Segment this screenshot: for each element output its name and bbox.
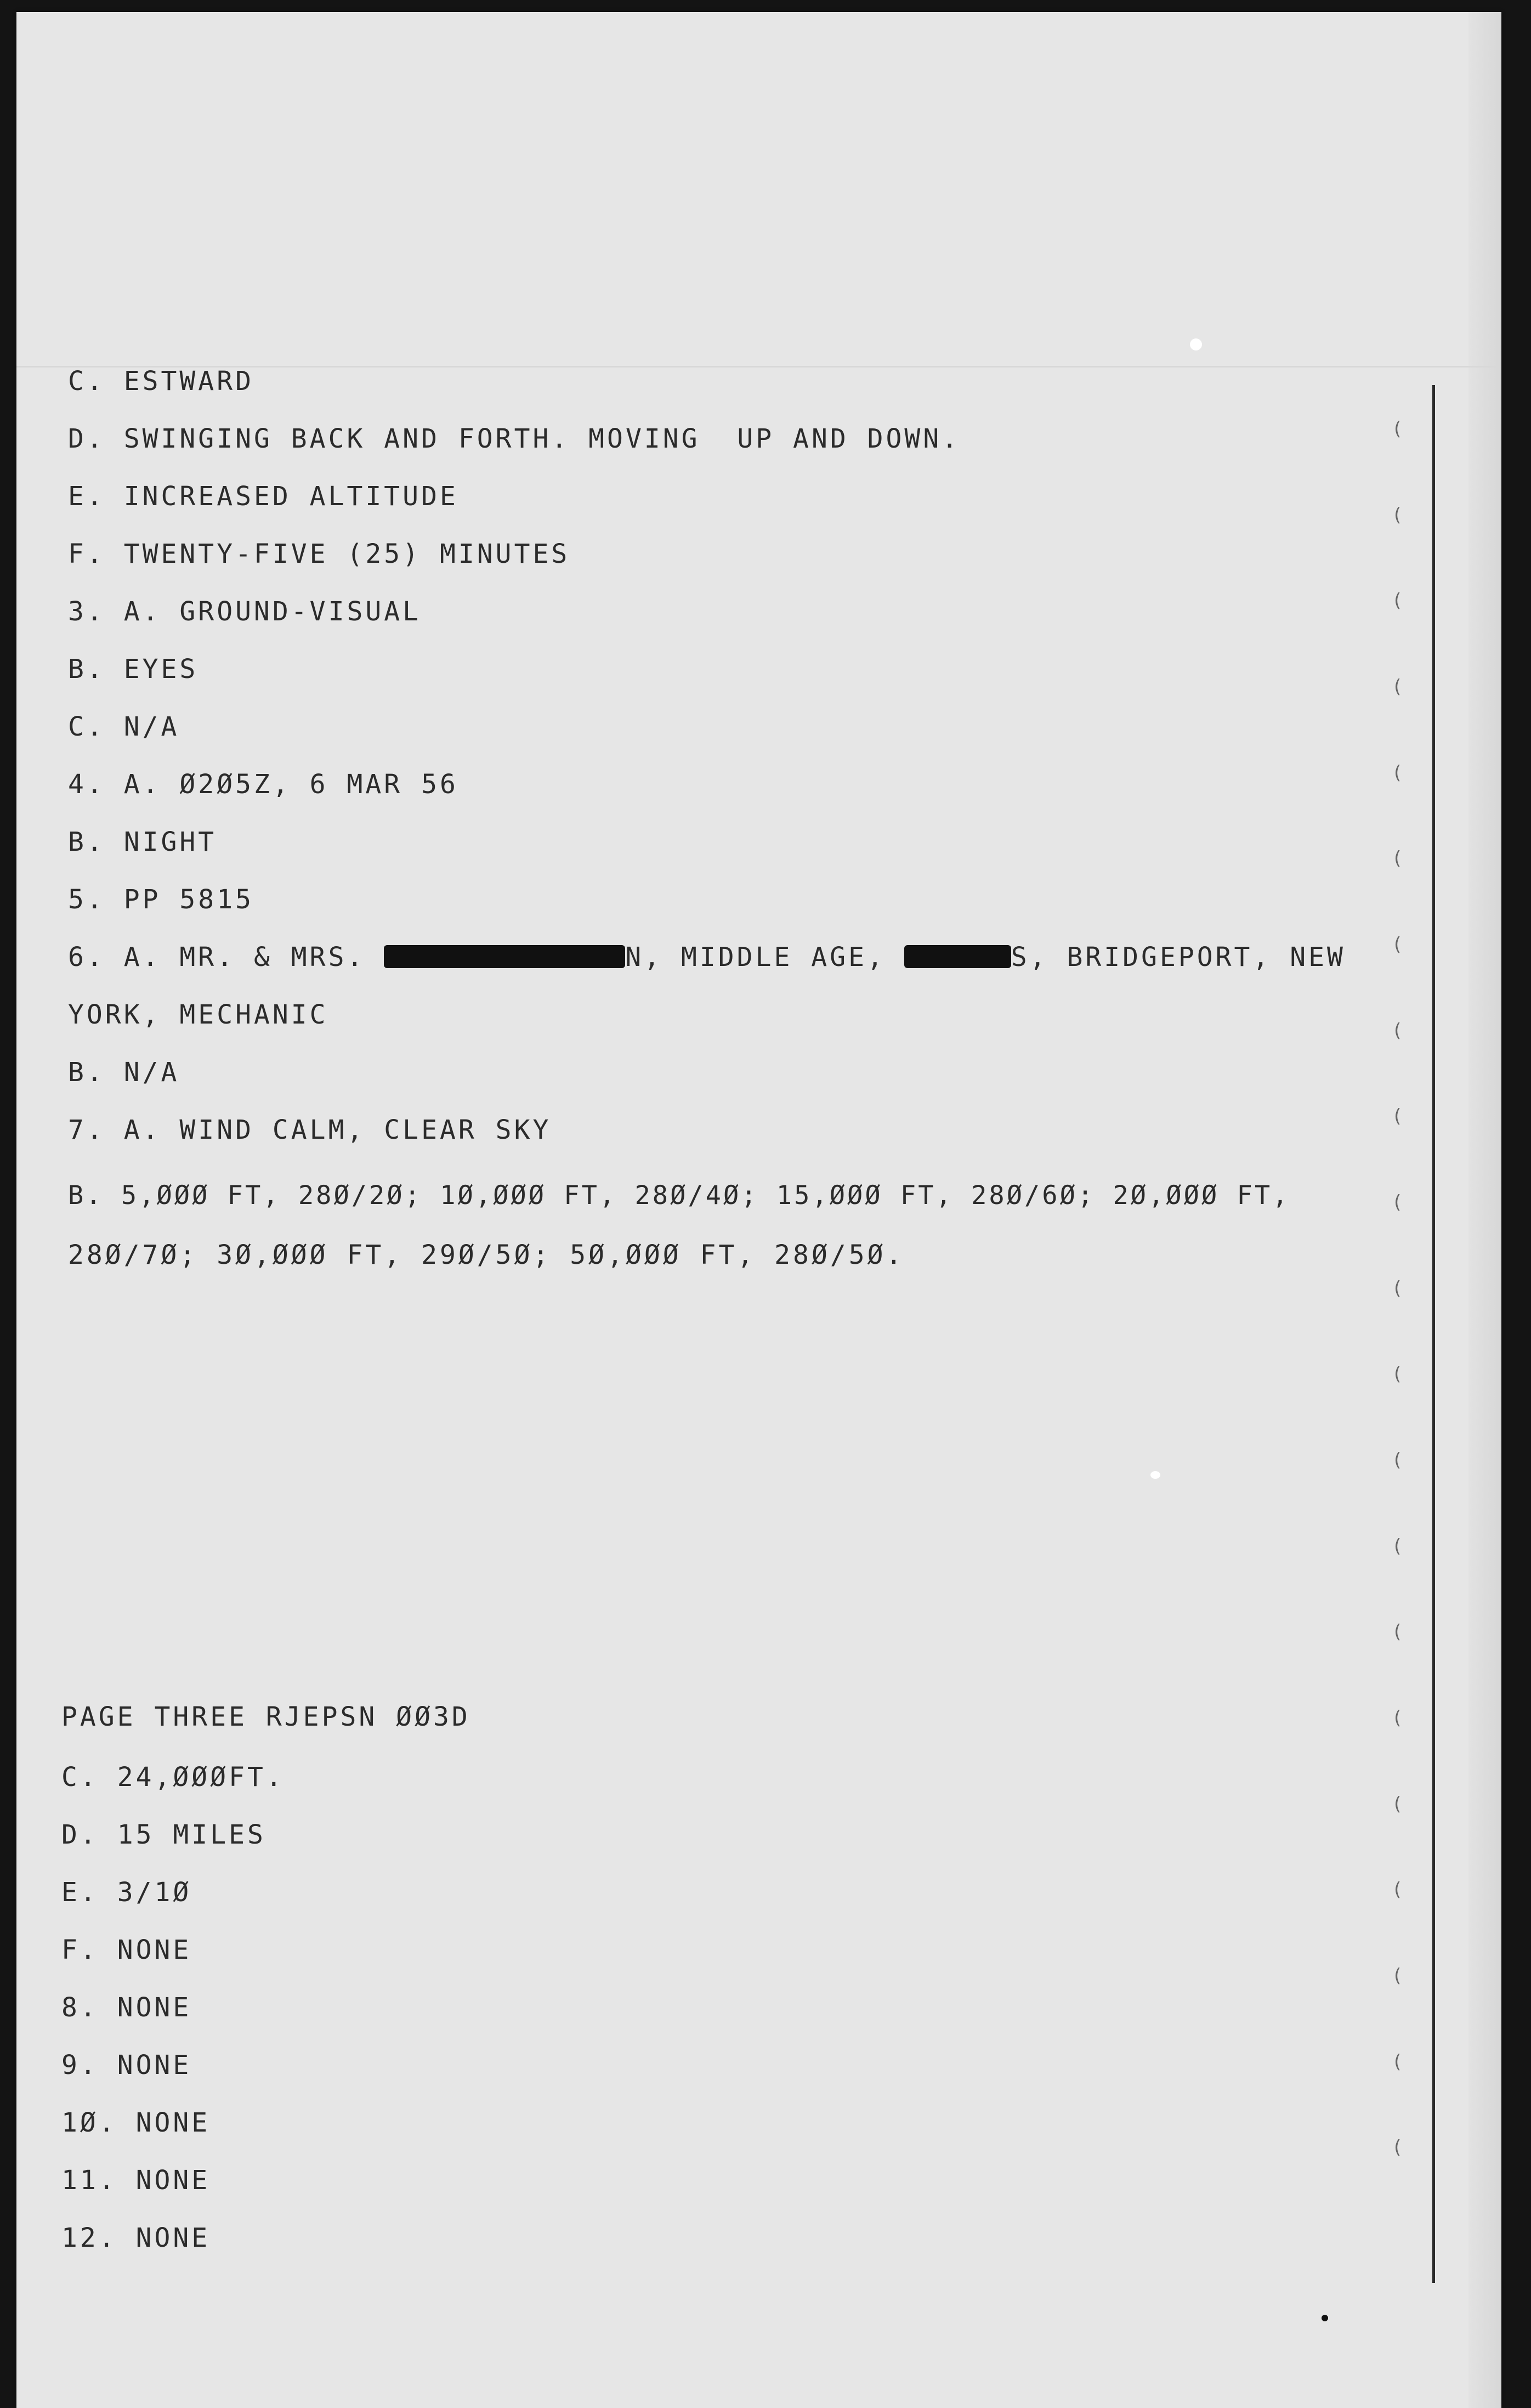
- paper-speck: [1150, 1471, 1160, 1479]
- line-e-altitude: E. INCREASED ALTITUDE: [68, 481, 458, 512]
- tick-mark: (: [1394, 1020, 1402, 1042]
- redaction-bar: [904, 945, 1011, 968]
- page-header: PAGE THREE RJEPSN ØØ3D: [61, 1702, 470, 1732]
- tick-mark: (: [1394, 1363, 1402, 1385]
- tick-mark: (: [1394, 1879, 1402, 1901]
- tick-mark: (: [1394, 418, 1402, 440]
- witness-suffix: , BRIDGEPORT, NEW: [1029, 942, 1346, 973]
- line-6a-continued: YORK, MECHANIC: [68, 999, 328, 1030]
- tick-mark: (: [1394, 762, 1402, 784]
- tick-mark: (: [1394, 1535, 1402, 1557]
- line-8: 8. NONE: [61, 1992, 192, 2023]
- line-3a-observation: 3. A. GROUND-VISUAL: [68, 596, 422, 627]
- witness-addr-tail: S: [1011, 942, 1030, 973]
- tick-mark: (: [1394, 847, 1402, 869]
- line-5-location: 5. PP 5815: [68, 884, 254, 915]
- tick-mark: (: [1394, 2051, 1402, 2073]
- line-6a-witness: [68, 942, 1346, 973]
- line-4a-datetime: 4. A. Ø2Ø5Z, 6 MAR 56: [68, 769, 458, 800]
- tick-mark: (: [1394, 676, 1402, 698]
- line-4b-light: B. NIGHT: [68, 827, 217, 857]
- tick-mark: (: [1394, 934, 1402, 956]
- tick-mark: (: [1394, 1965, 1402, 1987]
- tick-mark: (: [1394, 504, 1402, 526]
- line-d-visibility: D. 15 MILES: [61, 1819, 266, 1850]
- line-10: 1Ø. NONE: [61, 2107, 211, 2138]
- tick-mark: (: [1394, 1449, 1402, 1471]
- line-3c: C. N/A: [68, 711, 180, 742]
- tick-mark: (: [1394, 1191, 1402, 1213]
- line-6b: B. N/A: [68, 1057, 180, 1088]
- witness-prefix: 6. A. MR. & MRS.: [68, 942, 384, 973]
- tick-mark: (: [1394, 1278, 1402, 1299]
- tick-mark: (: [1394, 2136, 1402, 2158]
- line-f: F. NONE: [61, 1935, 192, 1965]
- line-7a-weather: 7. A. WIND CALM, CLEAR SKY: [68, 1115, 552, 1145]
- tick-mark: (: [1394, 590, 1402, 612]
- tick-mark: (: [1394, 1707, 1402, 1729]
- redaction-bar: [384, 945, 625, 968]
- witness-name-tail: N: [625, 942, 644, 973]
- document-page: [16, 12, 1501, 2408]
- line-c-direction: C. ESTWARD: [68, 366, 254, 397]
- witness-middle: , MIDDLE AGE,: [644, 942, 904, 973]
- tick-mark: (: [1394, 1793, 1402, 1815]
- margin-tick-marks: [1394, 418, 1405, 2228]
- tick-mark: (: [1394, 1105, 1402, 1127]
- page-edge-shadow: [1468, 12, 1501, 2408]
- line-7b-winds-continued: 28Ø/7Ø; 3Ø,ØØØ FT, 29Ø/5Ø; 5Ø,ØØØ FT, 28Ø/5Ø.: [68, 1240, 905, 1270]
- line-12: 12. NONE: [61, 2223, 211, 2253]
- ink-dot: [1322, 2315, 1328, 2321]
- line-c-ceiling: C. 24,ØØØFT.: [61, 1762, 285, 1793]
- paper-speck: [1190, 338, 1202, 351]
- line-3b-sensor: B. EYES: [68, 654, 199, 685]
- line-7b-winds: B. 5,ØØØ FT, 28Ø/2Ø; 1Ø,ØØØ FT, 28Ø/4Ø; 15,ØØØ FT, 28Ø/6Ø; 2Ø,ØØØ FT,: [68, 1180, 1290, 1211]
- tick-mark: (: [1394, 1621, 1402, 1643]
- line-d-maneuvers: D. SWINGING BACK AND FORTH. MOVING UP AND DOWN.: [68, 423, 961, 454]
- line-e-cloud-cover: E. 3/1Ø: [61, 1877, 192, 1908]
- line-f-duration: F. TWENTY-FIVE (25) MINUTES: [68, 539, 570, 569]
- margin-rule: [1432, 385, 1435, 2283]
- line-11: 11. NONE: [61, 2165, 211, 2196]
- line-9: 9. NONE: [61, 2050, 192, 2081]
